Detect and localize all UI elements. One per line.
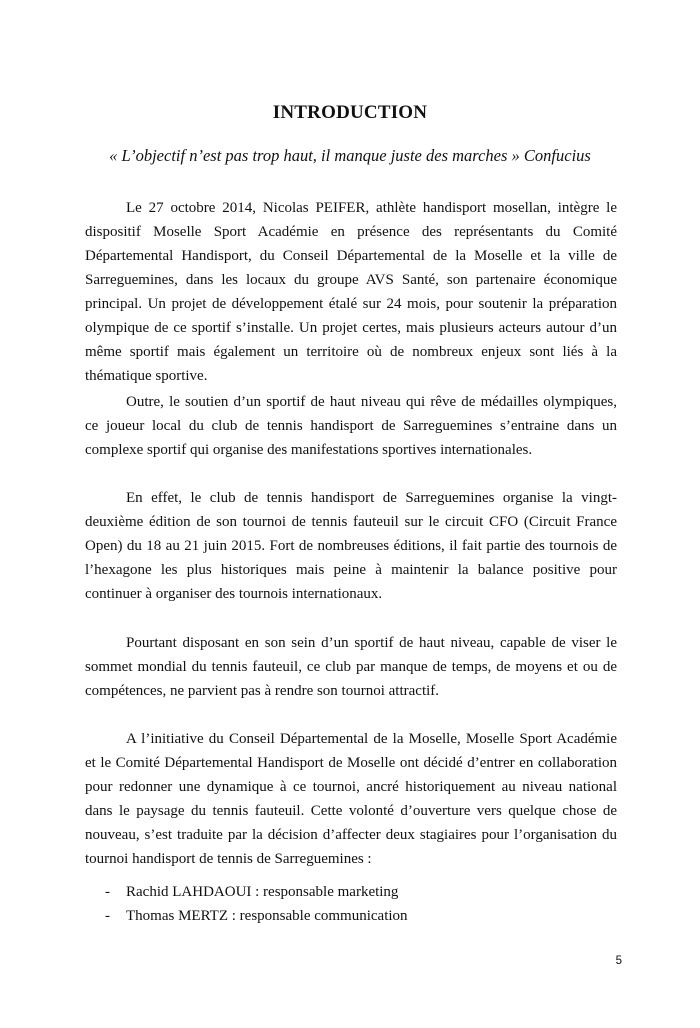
list-item	[85, 904, 617, 928]
paragraph-support: Outre, le soutien d’un sportif de haut niveau qui rêve de médailles olympiques, ce joueur local du club de tennis handisport de Sarreguemines s’entraine dans un complexe sportif qui organise des manifestations sportives internationales.	[85, 394, 617, 458]
page-title: INTRODUCTION	[272, 102, 428, 123]
list-marker: -	[105, 884, 110, 900]
epigraph-quote: « L’objectif n’est pas trop haut, il manque juste des marches » Confucius	[109, 146, 591, 165]
list-item-text: Rachid LAHDAOUI : responsable marketing	[126, 884, 399, 900]
page-number: 5	[615, 955, 622, 967]
interns-list	[85, 880, 617, 928]
paragraph-attractiveness: Pourtant disposant en son sein d’un sportif de haut niveau, capable de viser le sommet mondial du tennis fauteuil, ce club par manque de temps, de moyens et ou de compétences, ne parvient pas à rendre son tournoi attractif.	[85, 635, 617, 699]
list-item	[85, 880, 617, 904]
paragraph-tournament: En effet, le club de tennis handisport de Sarreguemines organise la vingt-deuxième édition de son tournoi de tennis fauteuil sur le circuit CFO (Circuit France Open) du 18 au 21 juin 2015. Fort de nombreuses éditions, il fait partie des tournois de l’hexagone les plus historiques mais peine à maintenir la balance positive pour continuer à organiser des tournois internationaux.	[85, 490, 617, 602]
paragraph-initiative: A l’initiative du Conseil Départemental de la Moselle, Moselle Sport Académie et le Comité Départemental Handisport de Moselle ont décidé d’entrer en collaboration pour redonner une dynamique à ce tournoi, ancré historiquement au niveau national dans le paysage du tennis fauteuil. Cette volonté d’ouverture vers quelque chose de nouveau, s’est traduite par la décision d’affecter deux stagiaires pour l’organisation du tournoi handisport de tennis de Sarreguemines :	[85, 731, 617, 867]
list-item-text: Thomas MERTZ : responsable communication	[126, 908, 408, 924]
list-marker: -	[105, 908, 110, 924]
paragraph-intro: Le 27 octobre 2014, Nicolas PEIFER, athlète handisport mosellan, intègre le dispositif Moselle Sport Académie en présence des représentants du Comité Départemental Handisport, du Conseil Départemental de la Moselle et la ville de Sarreguemines, dans les locaux du groupe AVS Santé, son partenaire économique principal. Un projet de développement étalé sur 24 mois, pour soutenir la préparation olympique de ce sportif s’installe. Un projet certes, mais plusieurs acteurs autour d’un même sportif mais également un territoire où de nombreux enjeux sont liés à la thématique sportive.	[85, 200, 617, 384]
